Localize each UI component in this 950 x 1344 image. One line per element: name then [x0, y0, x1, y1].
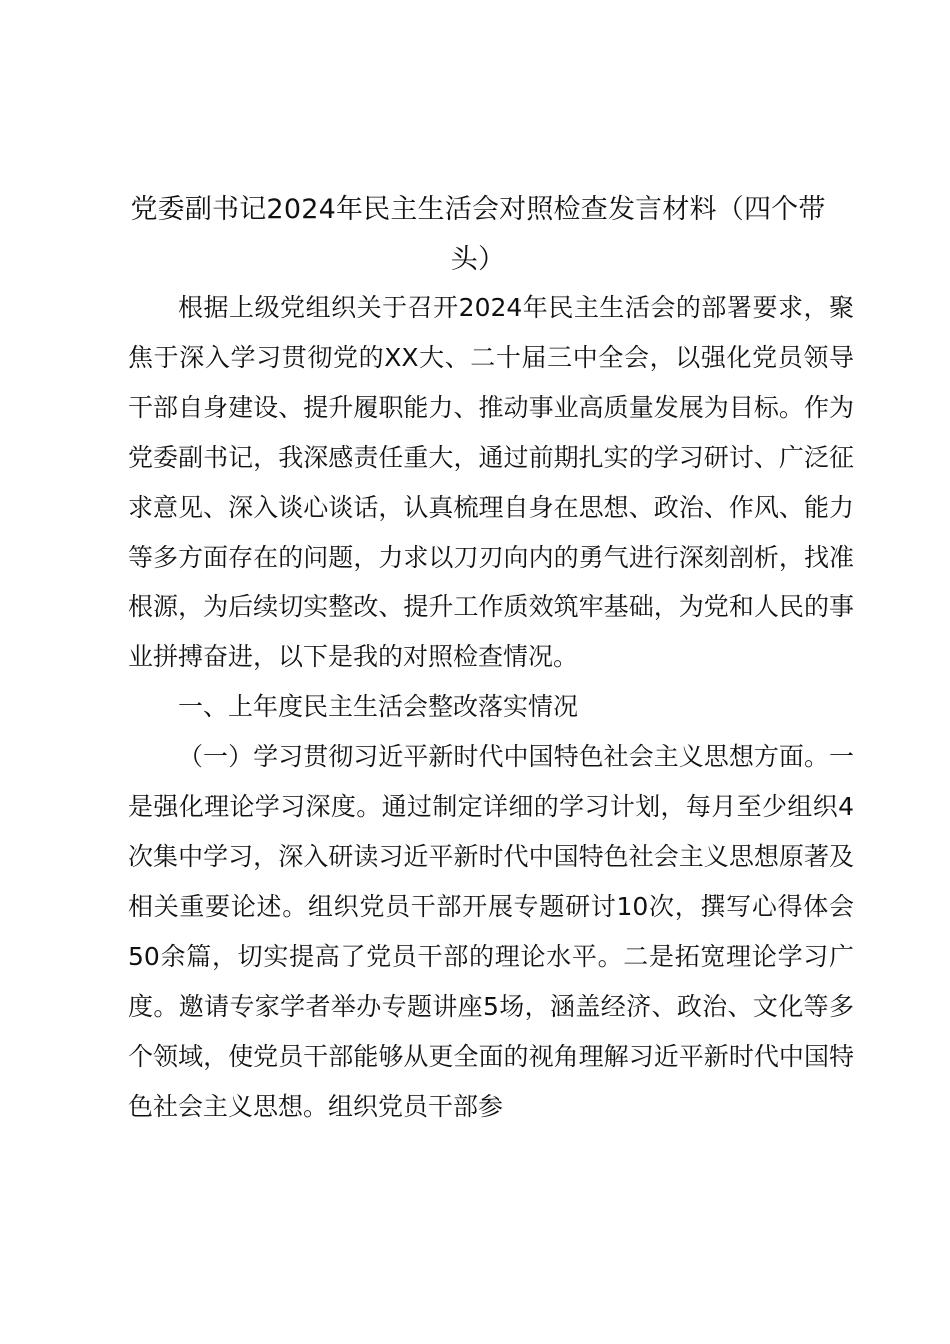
section-heading: 一、上年度民主生活会整改落实情况	[178, 692, 579, 722]
intro-paragraph: 根据上级党组织关于召开2024年民主生活会的部署要求，聚焦于深入学习贯彻党的XX大、二十届三中全会，以强化党员领导干部自身建设、提升履职能力、推动事业高质量发展为目标。作为党委副书记，我深感责任重大，通过前期扎实的学习研讨、广泛征求意见、深入谈心谈话，认真梳理自身在思想、政治、作风、能力等多方面存在的问题，力求以刀刃向内的勇气进行深刻剖析，找准根源，为后续切实整改、提升工作质效筑牢基础，为党和人民的事业拼搏奋进，以下是我的对照检查情况。	[128, 293, 854, 672]
document-body	[128, 283, 854, 1131]
document-title: 党委副书记2024年民主生活会对照检查发言材料（四个带头）	[130, 194, 826, 275]
subsection-paragraph: （一）学习贯彻习近平新时代中国特色社会主义思想方面。一是强化理论学习深度。通过制定详细的学习计划，每月至少组织4次集中学习，深入研读习近平新时代中国特色社会主义思想原著及相关重要论述。组织党员干部开展专题研讨10次，撰写心得体会50余篇，切实提高了党员干部的理论水平。二是拓宽理论学习广度。邀请专家学者举办专题讲座5场，涵盖经济、政治、文化等多个领域，使党员干部能够从更全面的视角理解习近平新时代中国特色社会主义思想。组织党员干部参	[128, 742, 854, 1121]
